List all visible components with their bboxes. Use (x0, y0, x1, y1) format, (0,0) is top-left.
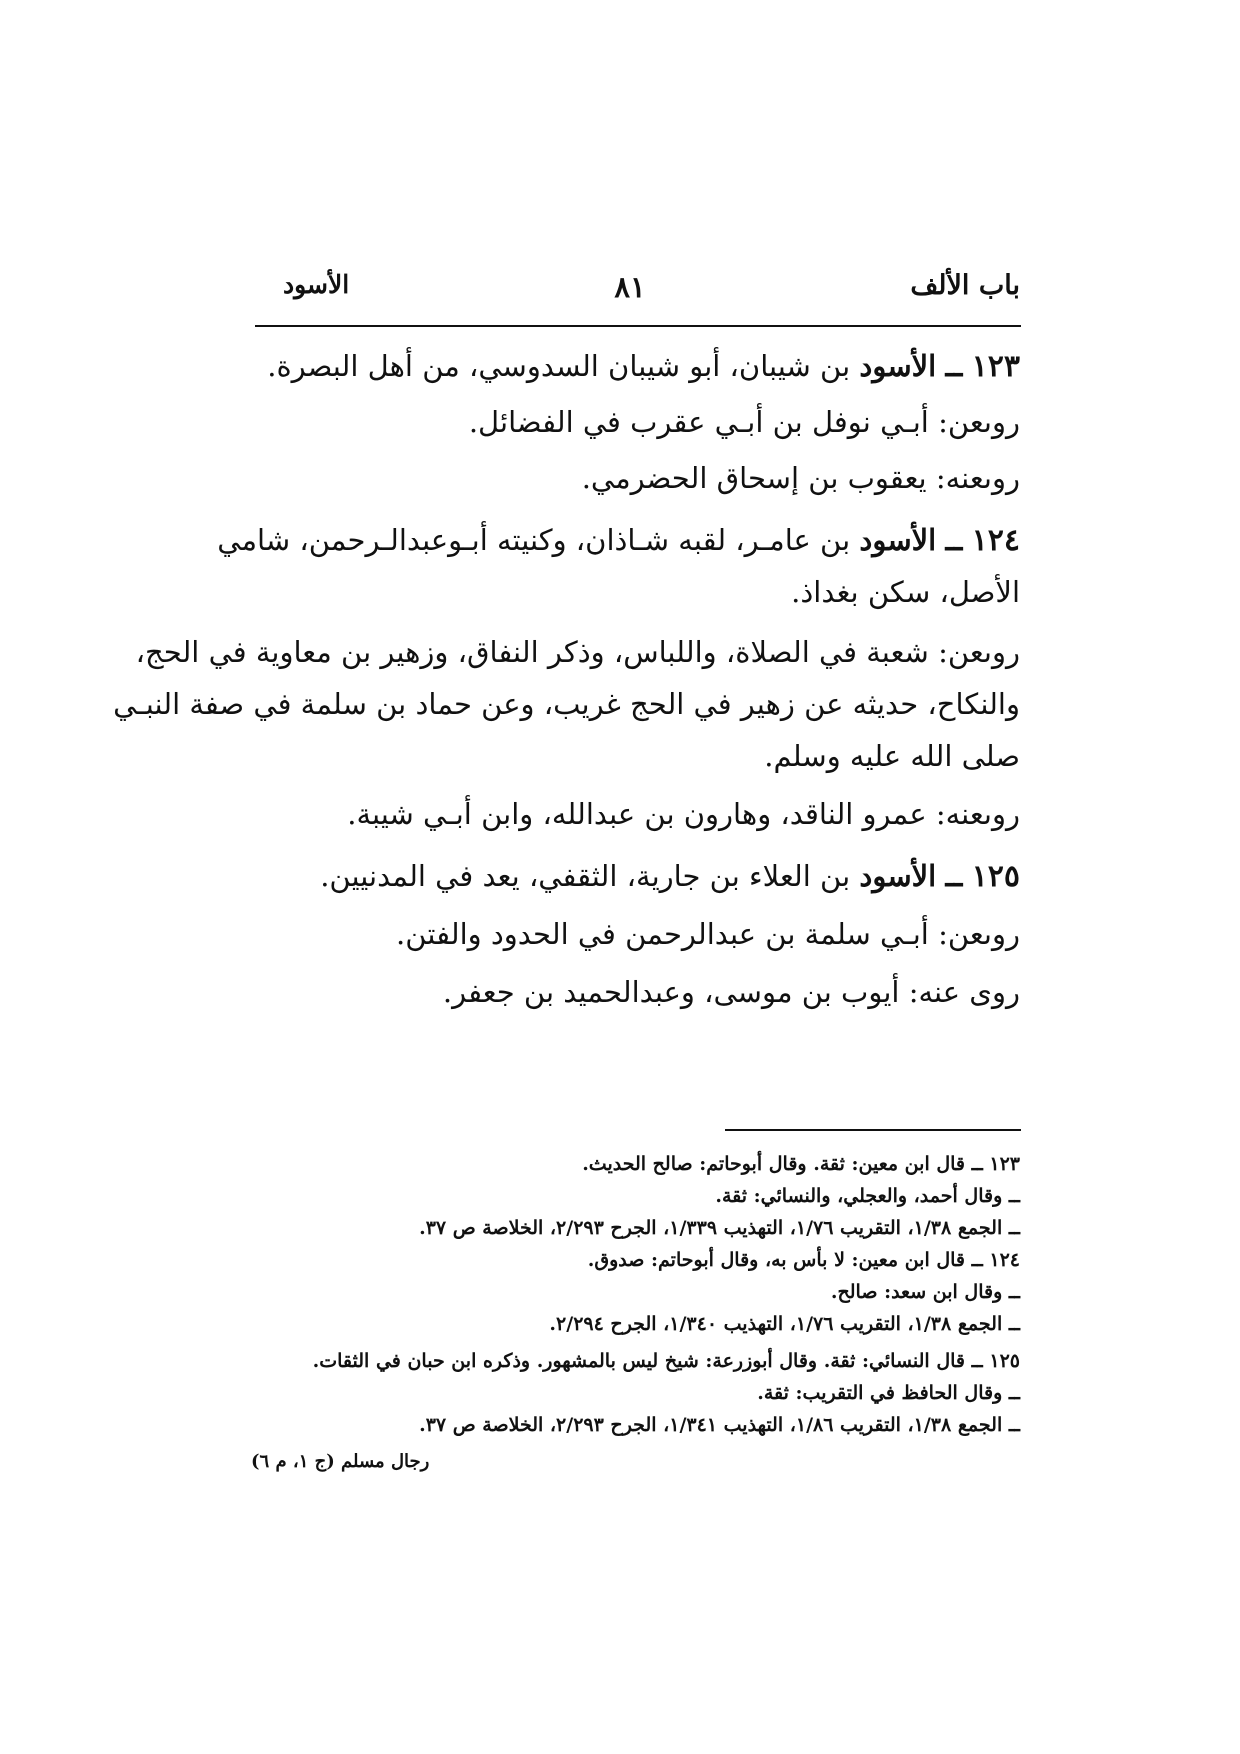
footnote-line: ــ الجمع ١/٣٨، التقريب ١/٧٦، التهذيب ١/٣٣٩، الجرح ٢/٢٩٣، الخلاصة ص ٣٧. (419, 1217, 1020, 1239)
entry-124-narrated-from-3: صلى الله عليه وسلم. (764, 739, 1020, 773)
entry-dash: ــ (945, 859, 963, 893)
entry-dash: ــ (945, 349, 963, 383)
entry-number: ١٢٥ (971, 859, 1020, 894)
entry-124-narrated-from-1: روىعن: شعبة في الصلاة، واللباس، وذكر النفاق، وزهير بن معاوية في الحج، (135, 635, 1020, 669)
header-rule (255, 325, 1021, 327)
footnote-line: ــ وقال ابن سعد: صالح. (830, 1281, 1020, 1303)
footnote-line: ــ الجمع ١/٣٨، التقريب ١/٧٦، التهذيب ١/٣٤٠، الجرح ٢/٢٩٤. (549, 1313, 1020, 1335)
running-head-word: الأسود (283, 270, 350, 299)
footnote-line: ١٢٣ ــ قال ابن معين: ثقة. وقال أبوحاتم: صالح الحديث. (582, 1153, 1020, 1175)
entry-number: ١٢٤ (971, 523, 1020, 558)
entry-123-heading (267, 344, 1020, 388)
page-number: ٨١ (614, 270, 646, 304)
footnote-rule (725, 1129, 1021, 1131)
footnote-line: ــ وقال الحافظ في التقريب: ثقة. (757, 1382, 1020, 1404)
entry-124-line2: الأصل، سكن بغداذ. (791, 575, 1020, 609)
chapter-title: باب الألف (910, 270, 1020, 301)
entry-124-heading (217, 518, 1020, 562)
entry-124-narrated-from-2: والنكاح، حديثه عن زهير في الحج غريب، وعن حماد بن سلمة في صفة النبـي (113, 687, 1020, 721)
entry-description: بن شيبان، أبو شيبان السدوسي، من أهل البصرة. (267, 349, 851, 383)
entry-description: بن عامـر، لقبه شـاذان، وكنيته أبـوعبدالـرحمن، شامي (217, 523, 851, 557)
entry-123-narrated-from: روىعن: أبـي نوفل بن أبـي عقرب في الفضائل. (468, 405, 1020, 439)
footnote-line: ــ وقال أحمد، والعجلي، والنسائي: ثقة. (715, 1185, 1020, 1207)
entry-number: ١٢٣ (971, 349, 1020, 384)
entry-name: الأسود (859, 523, 937, 557)
entry-name: الأسود (859, 859, 937, 893)
entry-125-narrated-from: روىعن: أبـي سلمة بن عبدالرحمن في الحدود والفتن. (396, 917, 1020, 951)
entry-125-narrated-by: روى عنه: أيوب بن موسى، وعبدالحميد بن جعفر. (442, 975, 1020, 1009)
entry-125-heading (320, 854, 1020, 898)
entry-name: الأسود (859, 349, 937, 383)
entry-123-narrated-by: روىعنه: يعقوب بن إسحاق الحضرمي. (581, 461, 1020, 495)
footnote-line: ١٢٤ ــ قال ابن معين: لا بأس به، وقال أبوحاتم: صدوق. (587, 1249, 1020, 1271)
entry-124-narrated-by: روىعنه: عمرو الناقد، وهارون بن عبدالله، وابن أبـي شيبة. (347, 797, 1020, 831)
entry-dash: ــ (945, 523, 963, 557)
footnote-line: ــ الجمع ١/٣٨، التقريب ١/٨٦، التهذيب ١/٣٤١، الجرح ٢/٢٩٣، الخلاصة ص ٣٧. (419, 1414, 1020, 1436)
footnote-line: ١٢٥ ــ قال النسائي: ثقة. وقال أبوزرعة: شيخ ليس بالمشهور. وذكره ابن حبان في الثقات. (312, 1350, 1020, 1372)
entry-description: بن العلاء بن جارية، الثقفي، يعد في المدنيين. (320, 859, 851, 893)
signature-mark: رجال مسلم (ج ١، م ٦) (251, 1451, 430, 1472)
